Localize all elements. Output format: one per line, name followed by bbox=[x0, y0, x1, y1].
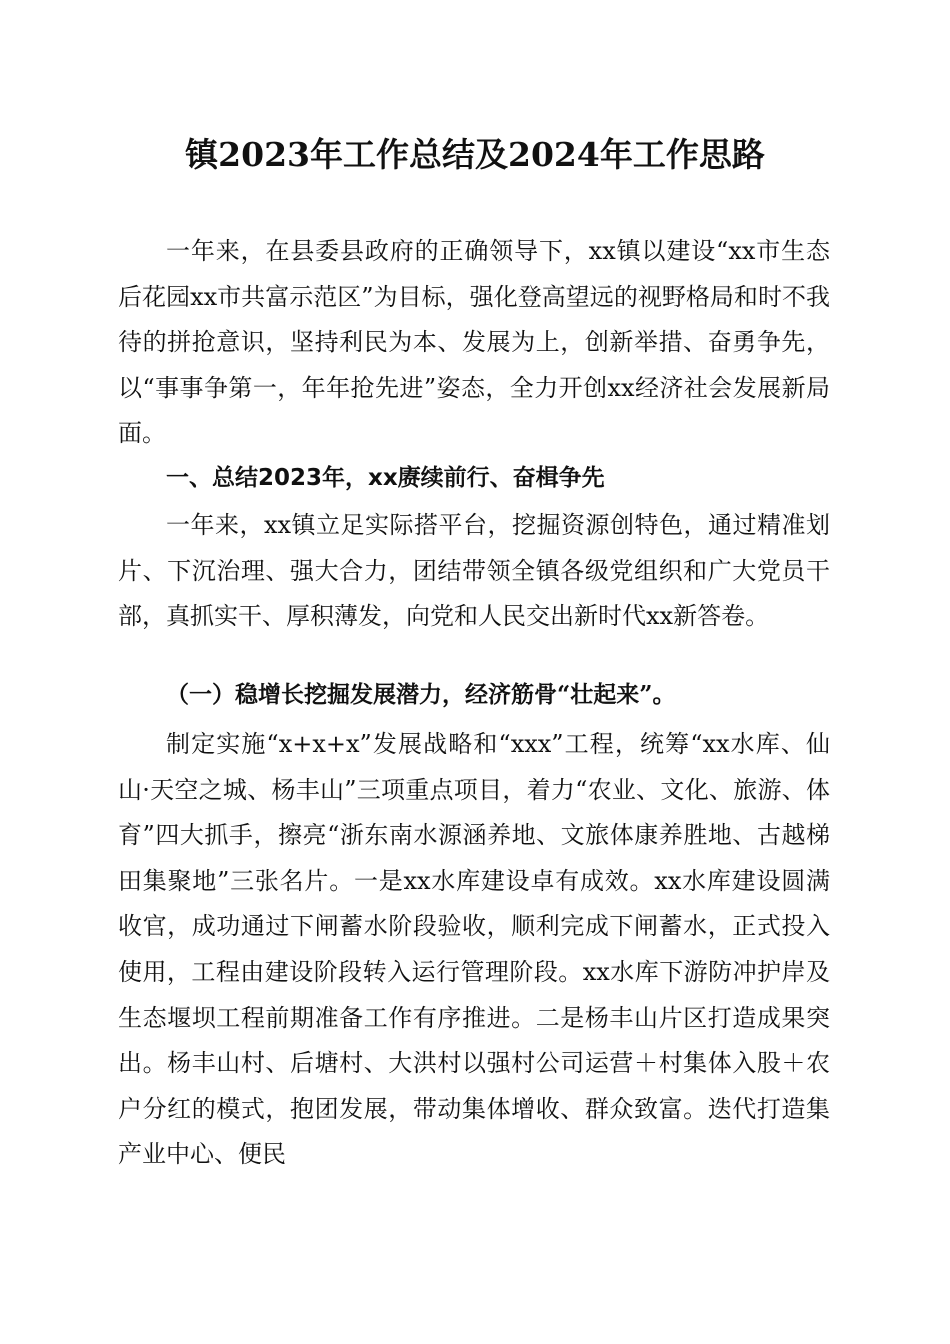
subsection-heading-1: （一）稳增长挖掘发展潜力，经济筋骨“壮起来”。 bbox=[166, 681, 676, 708]
section-heading-1: 一、总结2023年，xx赓续前行、奋楫争先 bbox=[166, 465, 605, 491]
section-1-paragraph: 一年来，xx镇立足实际搭平台，挖掘资源创特色，通过精准划片、下沉治理、强大合力，团结带领全镇各级党组织和广大党员干部，真抓实干、厚积薄发，向党和人民交出新时代xx新答卷。 bbox=[118, 511, 830, 631]
document-title: 镇2023年工作总结及2024年工作思路 bbox=[185, 135, 765, 174]
economy-paragraph: 制定实施“x+x+x”发展战略和“xxx”工程，统筹“xx水库、仙山·天空之城、杨丰山”三项重点项目，着力“农业、文化、旅游、体育”四大抓手，擦亮“浙东南水源涵养地、文旅体康养胜地、古越梯田集聚地”三张名片。一是xx水库建设卓有成效。xx水库建设圆满收官，成功通过下闸蓄水阶段验收，顺利完成下闸蓄水，正式投入使用，工程由建设阶段转入运行管理阶段。xx水库下游防冲护岸及生态堰坝工程前期准备工作有序推进。二是杨丰山片区打造成果突出。杨丰山村、后塘村、大洪村以强村公司运营＋村集体入股＋农户分红的模式，抱团发展，带动集体增收、群众致富。迭代打造集产业中心、便民 bbox=[118, 730, 830, 1169]
intro-paragraph: 一年来，在县委县政府的正确领导下，xx镇以建设“xx市生态后花园xx市共富示范区”为目标，强化登高望远的视野格局和时不我待的拼抢意识，坚持利民为本、发展为上，创新举措、奋勇争先，以“事事争第一，年年抢先进”姿态，全力开创xx经济社会发展新局面。 bbox=[118, 237, 830, 448]
